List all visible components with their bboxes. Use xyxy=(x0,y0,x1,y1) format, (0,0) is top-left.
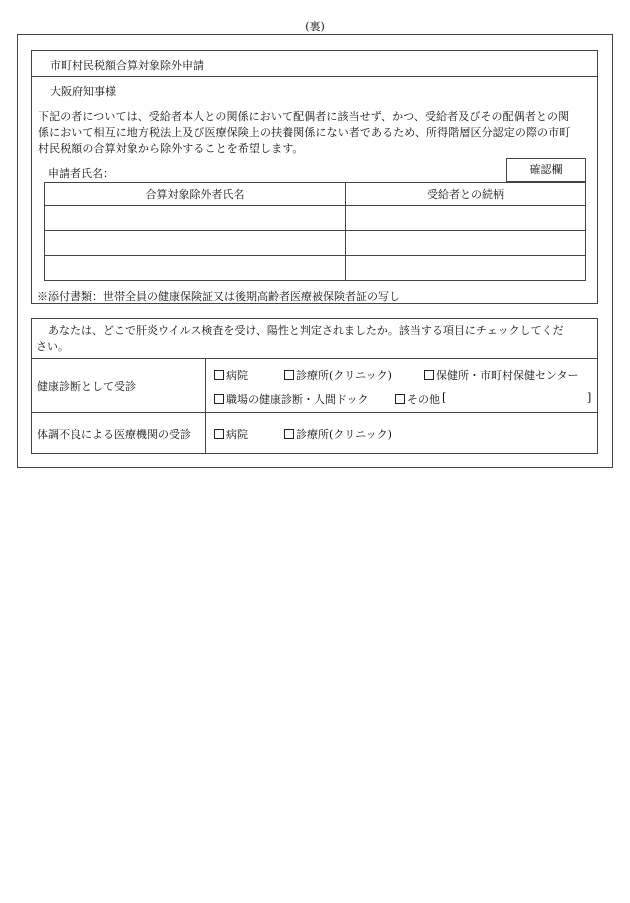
checkbox-icon[interactable] xyxy=(214,394,224,404)
table-row xyxy=(45,256,586,281)
option-hospital[interactable] xyxy=(214,367,248,383)
confirmation-box: 確認欄 xyxy=(506,158,586,182)
question-line: さい。 xyxy=(36,340,69,353)
option-label: その他 xyxy=(407,393,440,406)
excluded-name-cell[interactable] xyxy=(45,256,346,281)
illness-visit-row xyxy=(32,412,597,454)
other-bracket-close: ] xyxy=(587,391,592,404)
option-label: 職場の健康診断・人間ドック xyxy=(226,393,369,406)
application-statement xyxy=(38,109,594,157)
statement-line: 村民税額の合算対象から除外することを希望します。 xyxy=(38,142,304,155)
survey-question xyxy=(36,323,594,355)
illness-visit-label: 体調不良による医療機関の受診 xyxy=(32,413,206,454)
option-label: 病院 xyxy=(226,428,248,441)
statement-line: 係において相互に地方税法上及び医療保険上の扶養関係にない者であるため、所得階層区分認定の際の市町 xyxy=(38,126,571,139)
option-label: 保健所・市町村保健センター xyxy=(436,369,579,382)
question-line: あなたは、どこで肝炎ウイルス検査を受け、陽性と判定されましたか。該当する項目にチェックしてくだ xyxy=(48,324,564,337)
applicant-name-label: 申請者氏名： xyxy=(48,167,114,180)
table-row xyxy=(45,206,586,231)
option-clinic[interactable] xyxy=(284,426,392,442)
table-row xyxy=(45,231,586,256)
option-clinic[interactable] xyxy=(284,367,392,383)
health-checkup-label: 健康診断として受診 xyxy=(32,359,206,412)
checkbox-icon[interactable] xyxy=(214,429,224,439)
checkbox-icon[interactable] xyxy=(395,394,405,404)
option-label: 診療所(クリニック) xyxy=(296,428,392,441)
table-header-row xyxy=(45,183,586,206)
option-health-center[interactable] xyxy=(424,367,579,383)
other-bracket-open: [ xyxy=(442,391,447,404)
form-frame xyxy=(17,34,613,468)
relationship-cell[interactable] xyxy=(346,256,586,281)
relationship-cell[interactable] xyxy=(346,206,586,231)
column-header-excluded-name: 合算対象除外者氏名 xyxy=(45,183,346,206)
exclusion-application-section xyxy=(31,50,598,304)
option-workplace-checkup[interactable] xyxy=(214,391,369,407)
addressee: 大阪府知事様 xyxy=(50,85,116,98)
option-label: 診療所(クリニック) xyxy=(296,369,392,382)
checkbox-icon[interactable] xyxy=(284,429,294,439)
column-header-relationship: 受給者との続柄 xyxy=(346,183,586,206)
excluded-persons-table xyxy=(44,182,586,281)
option-other[interactable] xyxy=(395,391,440,407)
health-checkup-row xyxy=(32,358,597,412)
application-title: 市町村民税額合算対象除外申請 xyxy=(32,51,597,77)
page-label: (裏) xyxy=(305,20,325,33)
statement-line: 下記の者については、受給者本人との関係において配偶者に該当せず、かつ、受給者及びその配偶者との関 xyxy=(38,110,570,123)
checkbox-icon[interactable] xyxy=(424,370,434,380)
relationship-cell[interactable] xyxy=(346,231,586,256)
checkbox-icon[interactable] xyxy=(214,370,224,380)
option-hospital[interactable] xyxy=(214,426,248,442)
excluded-name-cell[interactable] xyxy=(45,206,346,231)
checkbox-icon[interactable] xyxy=(284,370,294,380)
option-label: 病院 xyxy=(226,369,248,382)
attachment-note: ※添付書類：世帯全員の健康保険証又は後期高齢者医療被保険者証の写し xyxy=(37,290,400,303)
hepatitis-test-survey-section xyxy=(31,318,598,454)
excluded-name-cell[interactable] xyxy=(45,231,346,256)
